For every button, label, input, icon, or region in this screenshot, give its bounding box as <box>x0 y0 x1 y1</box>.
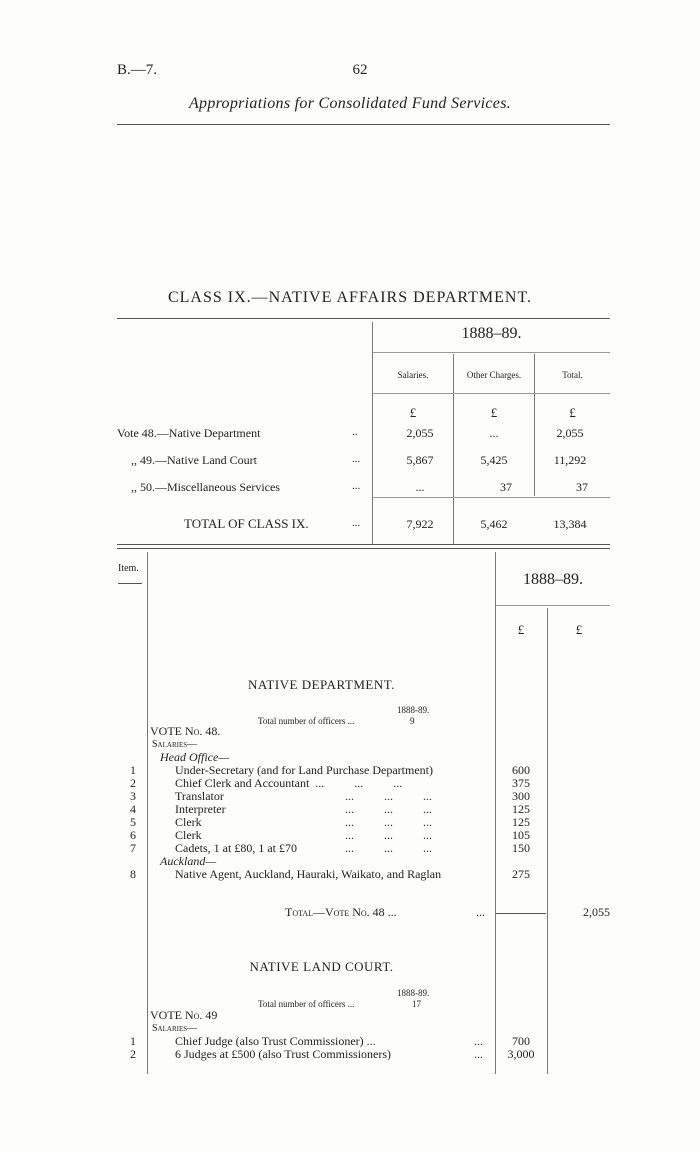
item-description: Under-Secretary (and for Land Purchase Department) <box>175 763 433 777</box>
officers-count: 9 <box>410 716 415 726</box>
item-header-underline <box>118 583 142 584</box>
summary-row-label: ,, 50.—Miscellaneous Services <box>131 480 280 494</box>
class-title: CLASS IX.—NATIVE AFFAIRS DEPARTMENT. <box>167 289 533 306</box>
summary-total: 2,055 <box>556 426 584 440</box>
item-number: 2 <box>130 776 136 790</box>
summary-row-dots: ... <box>352 480 361 492</box>
summary-total-total: 13,384 <box>553 517 587 531</box>
item-amount: 700 <box>512 1034 530 1048</box>
col-salaries: Salaries. <box>397 370 429 380</box>
summary-row-label: Vote 48.—Native Department <box>117 426 261 440</box>
item-description: Chief Clerk and Accountant ... ... ... <box>175 776 403 790</box>
item-description: Translator <box>175 789 224 803</box>
item-description: Chief Judge (also Trust Commissioner) ... <box>175 1034 376 1048</box>
summary-divider <box>372 322 373 544</box>
item-dots: ... ... ... <box>345 828 432 842</box>
officers-year: 1888-89. <box>397 705 430 715</box>
summary-col-divider-2 <box>534 354 535 496</box>
item-amount: 105 <box>512 828 530 842</box>
detail-year-rule <box>496 605 610 606</box>
summary-col-divider-1 <box>453 354 454 544</box>
summary-other: 37 <box>500 480 512 494</box>
item-dots: ... ... ... <box>345 802 432 816</box>
summary-other: ... <box>489 426 499 440</box>
summary-total-salaries: 7,922 <box>406 517 434 531</box>
summary-total: 37 <box>576 480 588 494</box>
item-description: Clerk <box>175 828 202 842</box>
officers-label: Total number of officers ... <box>258 716 355 726</box>
officers-label: Total number of officers ... <box>258 999 355 1009</box>
item-amount: 150 <box>512 841 530 855</box>
vote-total-dots: ... <box>476 905 485 919</box>
summary-row-label: ,, 49.—Native Land Court <box>131 453 257 467</box>
currency-symbol: £ <box>575 622 583 637</box>
officers-year: 1888-89. <box>397 988 430 998</box>
item-description: Interpreter <box>175 802 226 816</box>
item-amount: 125 <box>512 802 530 816</box>
col-total: Total. <box>562 370 583 380</box>
section-title: NATIVE DEPARTMENT. <box>248 677 395 692</box>
summary-salaries: 2,055 <box>406 426 434 440</box>
section-title: NATIVE LAND COURT. <box>249 959 394 974</box>
item-amount: 600 <box>512 763 530 777</box>
summary-total-other: 5,462 <box>480 517 508 531</box>
summary-salaries: ... <box>415 480 425 494</box>
item-description: Cadets, 1 at £80, 1 at £70 <box>175 841 297 855</box>
vote-total-label: Total—Vote No. 48 ... <box>285 905 397 919</box>
page-number: 62 <box>352 62 368 78</box>
vote-heading: VOTE No. 48. <box>150 724 221 738</box>
item-number: 1 <box>130 763 136 777</box>
item-dots: ... ... ... <box>345 841 432 855</box>
summary-row-dots: ... <box>352 453 361 465</box>
item-number: 6 <box>130 828 136 842</box>
currency-symbol: £ <box>517 622 525 637</box>
item-dots: ... ... ... <box>345 815 432 829</box>
item-dots: ... <box>474 1047 483 1061</box>
head-office-heading: Head Office— <box>160 750 229 764</box>
summary-total: 11,292 <box>553 453 587 467</box>
vote-heading: VOTE No. 49 <box>150 1008 218 1022</box>
item-amount: 125 <box>512 815 530 829</box>
item-dots: ... <box>474 1034 483 1048</box>
item-number: 5 <box>130 815 136 829</box>
currency-symbol: £ <box>409 405 417 420</box>
item-amount: 375 <box>512 776 530 790</box>
item-description: 6 Judges at £500 (also Trust Commissioners) <box>175 1047 392 1061</box>
vote-total-amount: 2,055 <box>583 905 610 919</box>
auckland-heading: Auckland— <box>160 854 216 868</box>
vote-total-rule <box>496 913 546 914</box>
item-column-header: Item. <box>118 563 139 574</box>
document-code: B.—7. <box>117 62 158 78</box>
summary-top-rule <box>117 318 610 319</box>
salaries-heading: Salaries— <box>152 739 198 750</box>
currency-symbol: £ <box>490 405 498 420</box>
summary-other: 5,425 <box>480 453 508 467</box>
summary-row-dots: .. <box>352 426 358 438</box>
summary-bottom-rule <box>117 544 610 545</box>
item-number: 2 <box>130 1047 136 1061</box>
item-amount: 275 <box>512 867 530 881</box>
item-number: 8 <box>130 867 136 881</box>
item-amount: 3,000 <box>507 1047 535 1061</box>
summary-salaries: 5,867 <box>406 453 434 467</box>
summary-colhead-rule <box>373 393 610 394</box>
item-number: 3 <box>130 789 136 803</box>
item-number: 1 <box>130 1034 136 1048</box>
summary-total-rule <box>373 497 610 498</box>
summary-total-label: TOTAL OF CLASS IX. <box>184 516 309 531</box>
item-description: Native Agent, Auckland, Hauraki, Waikato, and Raglan <box>175 867 442 881</box>
page-subtitle: Appropriations for Consolidated Fund Services. <box>188 95 512 112</box>
detail-year: 1888–89. <box>523 571 583 588</box>
col-other-charges: Other Charges. <box>466 370 522 380</box>
summary-year-rule <box>373 352 610 353</box>
item-dots: ... ... ... <box>345 789 432 803</box>
amount-subcolumn-divider <box>547 608 548 1074</box>
currency-symbol: £ <box>569 405 576 420</box>
item-number: 7 <box>130 841 136 855</box>
officers-count: 17 <box>412 999 421 1009</box>
summary-total-dots: ... <box>352 517 361 529</box>
item-description: Clerk <box>175 815 202 829</box>
item-amount: 300 <box>512 789 530 803</box>
header-rule <box>117 124 610 125</box>
summary-bottom-rule-2 <box>117 548 610 549</box>
item-number: 4 <box>130 802 136 816</box>
salaries-heading: Salaries— <box>152 1023 198 1034</box>
summary-year: 1888–89. <box>461 325 522 342</box>
